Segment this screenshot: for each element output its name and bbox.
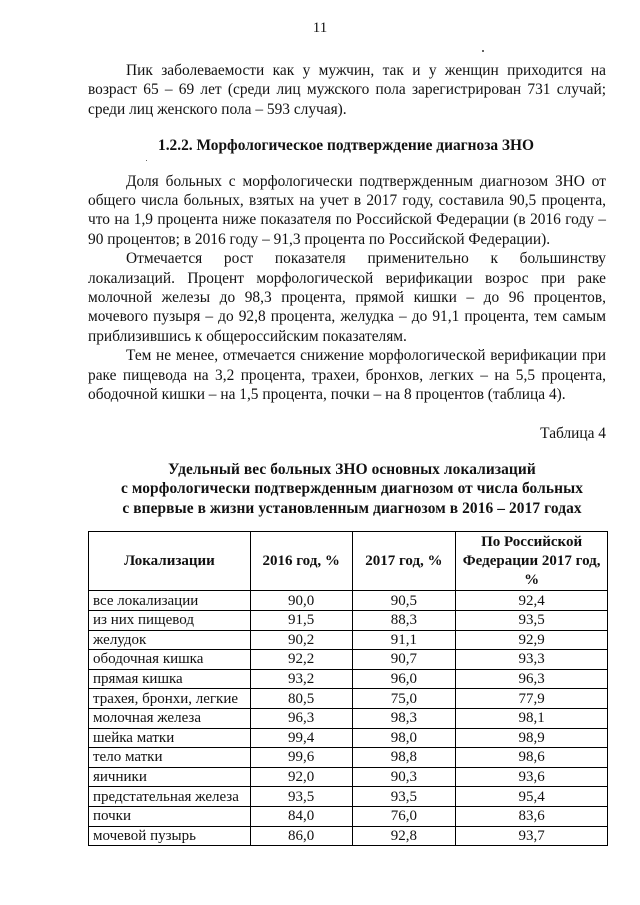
table-caption-line: Удельный вес больных ЗНО основных локализаций: [168, 460, 536, 478]
table-row: [89, 689, 608, 709]
cell-localization: мочевой пузырь: [89, 826, 251, 846]
table-caption-line: с морфологически подтвержденным диагнозом от числа больных: [120, 480, 583, 498]
table-row: [89, 591, 608, 611]
cell-value: 92,9: [456, 630, 608, 650]
table-row: [89, 708, 608, 728]
cell-value: 91,1: [352, 630, 456, 650]
table-body: [89, 591, 608, 846]
cell-value: 77,9: [456, 689, 608, 709]
table-row: [89, 611, 608, 631]
cell-value: 93,3: [456, 650, 608, 670]
cell-localization: предстательная железа: [89, 787, 251, 807]
cell-value: 90,0: [250, 591, 352, 611]
table-row: [89, 806, 608, 826]
table-header-row: [89, 532, 608, 591]
cell-value: 98,0: [352, 728, 456, 748]
cell-value: 92,2: [250, 650, 352, 670]
cell-value: 91,5: [250, 611, 352, 631]
cell-value: 98,9: [456, 728, 608, 748]
cell-value: 93,6: [456, 767, 608, 787]
cell-value: 93,5: [250, 787, 352, 807]
cell-localization: из них пищевод: [89, 611, 251, 631]
cell-value: 98,3: [352, 708, 456, 728]
cell-value: 93,5: [352, 787, 456, 807]
cell-value: 88,3: [352, 611, 456, 631]
cell-value: 98,1: [456, 708, 608, 728]
cell-value: 93,7: [456, 826, 608, 846]
cell-value: 99,4: [250, 728, 352, 748]
cell-value: 93,5: [456, 611, 608, 631]
table-row: [89, 650, 608, 670]
cell-value: 98,8: [352, 748, 456, 768]
header-2016: 2016 год, %: [250, 532, 352, 591]
page-number: 11: [312, 20, 328, 36]
cell-value: 98,6: [456, 748, 608, 768]
cell-localization: прямая кишка: [89, 669, 251, 689]
table-row: [89, 826, 608, 846]
cell-value: 76,0: [352, 806, 456, 826]
table-row: [89, 787, 608, 807]
table-caption: [80, 460, 624, 519]
cell-value: 93,2: [250, 669, 352, 689]
table-caption-line: с впервые в жизни установленным диагнозом в 2016 – 2017 годах: [122, 499, 582, 517]
document-body: [88, 61, 606, 846]
cell-localization: молочная железа: [89, 708, 251, 728]
cell-value: 84,0: [250, 806, 352, 826]
cell-value: 83,6: [456, 806, 608, 826]
table-row: [89, 669, 608, 689]
table-row: [89, 728, 608, 748]
header-russia-2017: По Российской Федерации 2017 год, %: [456, 532, 608, 591]
cell-value: 75,0: [352, 689, 456, 709]
cell-localization: яичники: [89, 767, 251, 787]
table-row: [89, 630, 608, 650]
table-label: Таблица 4: [540, 424, 606, 442]
cell-value: 90,3: [352, 767, 456, 787]
cell-value: 92,8: [352, 826, 456, 846]
cell-localization: все локализации: [89, 591, 251, 611]
paragraph-2: Отмечается рост показателя применительно к большинству локализаций. Процент морфологической верификации возрос при раке молочной железы до 98,3 процента, прямой кишки – до 96 процентов, мочевого пузыря – до 92,8 процента, желудка – до 91,1 процента, тем самым приблизившись к общероссийским показателям.: [88, 250, 606, 345]
cell-value: 86,0: [250, 826, 352, 846]
scan-speck: [482, 50, 484, 52]
cell-value: 95,4: [456, 787, 608, 807]
cell-localization: трахея, бронхи, легкие: [89, 689, 251, 709]
cell-value: 90,2: [250, 630, 352, 650]
intro-paragraph: Пик заболеваемости как у мужчин, так и у женщин приходится на возраст 65 – 69 лет (среди лиц мужского пола зарегистрирован 731 случай; среди лиц женского пола – 593 случая).: [88, 62, 606, 118]
cell-value: 90,7: [352, 650, 456, 670]
header-localization: Локализации: [89, 532, 251, 591]
data-table: [88, 531, 608, 846]
cell-localization: ободочная кишка: [89, 650, 251, 670]
section-title: 1.2.2. Морфологическое подтверждение диагноза ЗНО: [158, 137, 535, 155]
cell-value: 80,5: [250, 689, 352, 709]
cell-value: 92,0: [250, 767, 352, 787]
paragraph-3: Тем не менее, отмечается снижение морфологической верификации при раке пищевода на 3,2 процента, трахеи, бронхов, легких – на 5,5 процента, ободочной кишки – на 1,5 процента, почки – на 8 процентов (таблица 4).: [88, 347, 606, 404]
table-row: [89, 748, 608, 768]
cell-localization: почки: [89, 806, 251, 826]
cell-value: 96,3: [456, 669, 608, 689]
header-2017: 2017 год, %: [352, 532, 456, 591]
cell-localization: шейка матки: [89, 728, 251, 748]
cell-localization: тело матки: [89, 748, 251, 768]
cell-localization: желудок: [89, 630, 251, 650]
paragraph-1: Доля больных с морфологически подтвержденным диагнозом ЗНО от общего числа больных, взятых на учет в 2017 году, составила 90,5 процента, что на 1,9 процента ниже показателя по Российской Федерации (в 2016 году – 90 процентов; в 2016 году – 91,3 процента по Российской Федерации).: [88, 172, 606, 248]
cell-value: 96,0: [352, 669, 456, 689]
cell-value: 99,6: [250, 748, 352, 768]
cell-value: 92,4: [456, 591, 608, 611]
cell-value: 90,5: [352, 591, 456, 611]
table-row: [89, 767, 608, 787]
cell-value: 96,3: [250, 708, 352, 728]
